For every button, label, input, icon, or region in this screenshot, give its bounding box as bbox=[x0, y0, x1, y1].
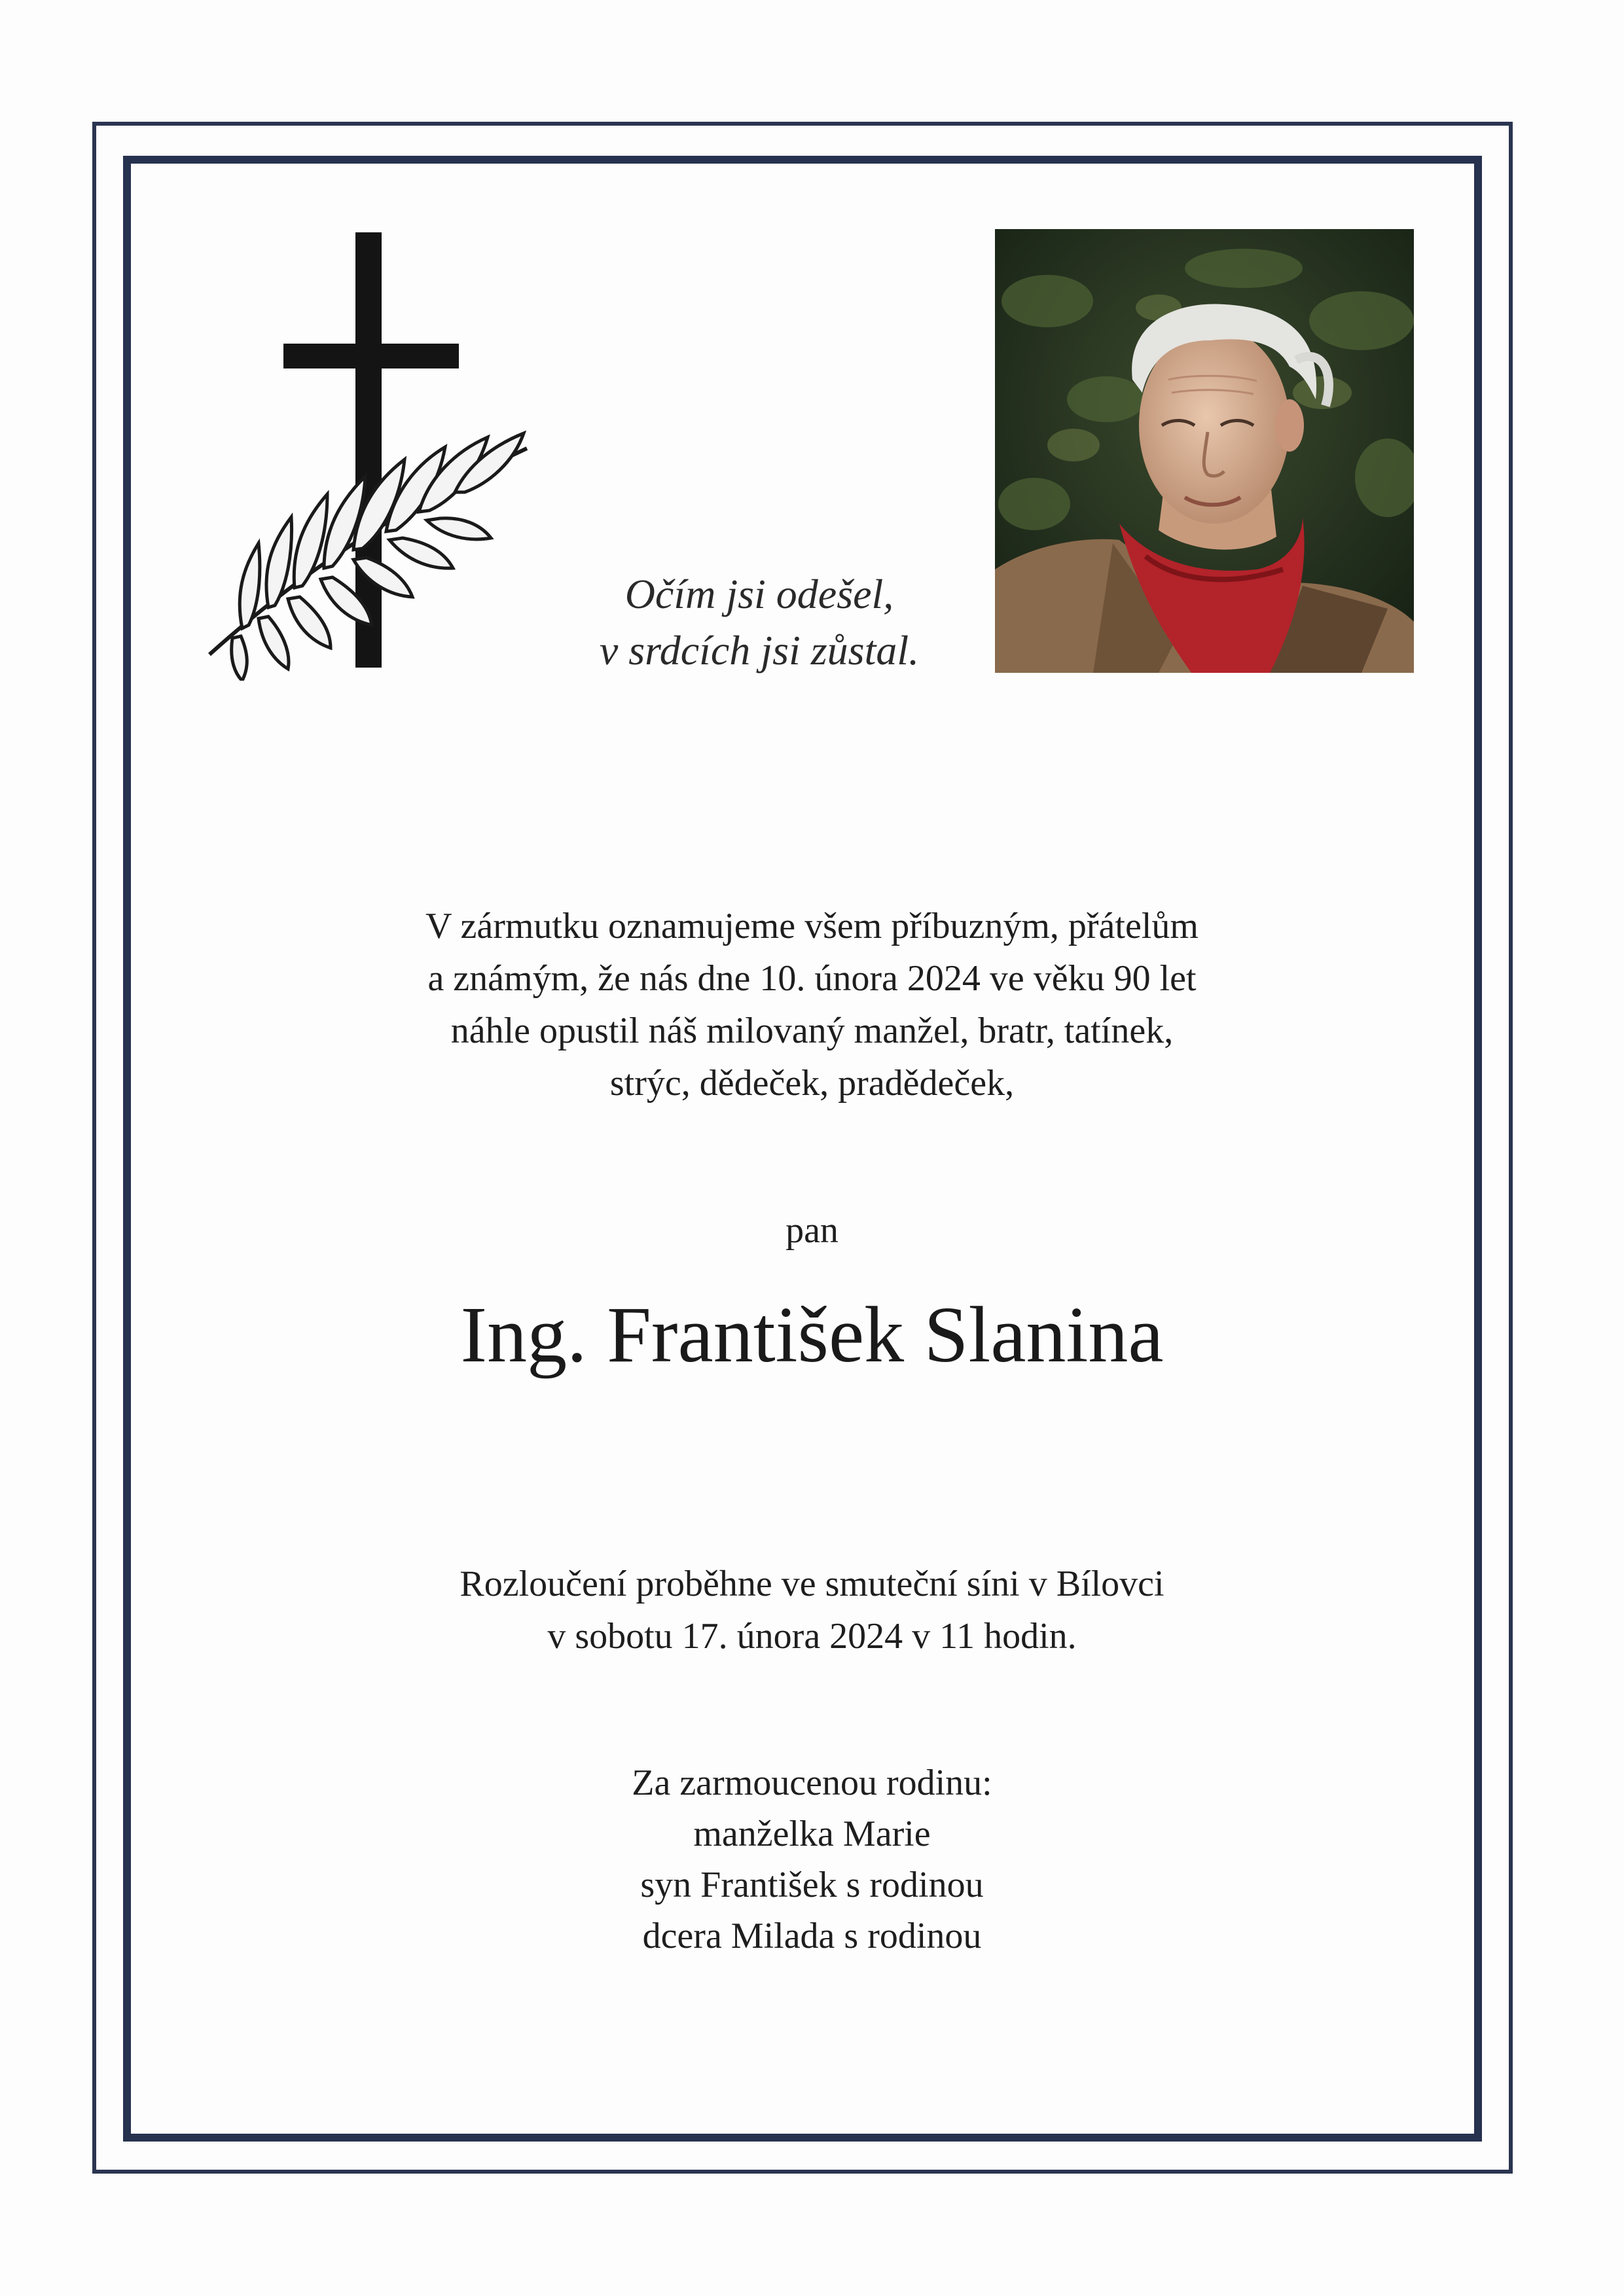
announcement-line-2: a známým, že nás dne 10. února 2024 ve věku 90 let bbox=[427, 958, 1197, 999]
honorific: pan bbox=[785, 1210, 839, 1251]
announcement-line-1: V zármutku oznamujeme všem příbuzným, přátelům bbox=[425, 906, 1199, 946]
ceremony-details bbox=[262, 1558, 1362, 1662]
family-signature bbox=[262, 1757, 1362, 1962]
cross-with-palm-branch-icon bbox=[196, 229, 537, 681]
motto-line-1: Očím jsi odešel, bbox=[624, 571, 894, 617]
announcement-line-4: strýc, dědeček, pradědeček, bbox=[609, 1063, 1015, 1103]
deceased-name: Ing. František Slanina bbox=[460, 1291, 1164, 1379]
announcement-text bbox=[262, 900, 1362, 1109]
portrait-photo bbox=[995, 229, 1414, 673]
motto-line-2: v srdcích jsi zůstal. bbox=[599, 627, 920, 673]
family-heading: Za zarmoucenou rodinu: bbox=[632, 1763, 992, 1803]
announcement-line-3: náhle opustil náš milovaný manžel, bratr, tatínek, bbox=[450, 1011, 1174, 1051]
family-member: syn František s rodinou bbox=[640, 1865, 984, 1905]
family-member: manželka Marie bbox=[693, 1814, 931, 1854]
family-member: dcera Milada s rodinou bbox=[642, 1916, 982, 1956]
motto-verse bbox=[511, 566, 1008, 679]
ceremony-line-2: v sobotu 17. února 2024 v 11 hodin. bbox=[547, 1616, 1077, 1657]
ceremony-line-1: Rozloučení proběhne ve smuteční síni v Bílovci bbox=[460, 1564, 1164, 1604]
